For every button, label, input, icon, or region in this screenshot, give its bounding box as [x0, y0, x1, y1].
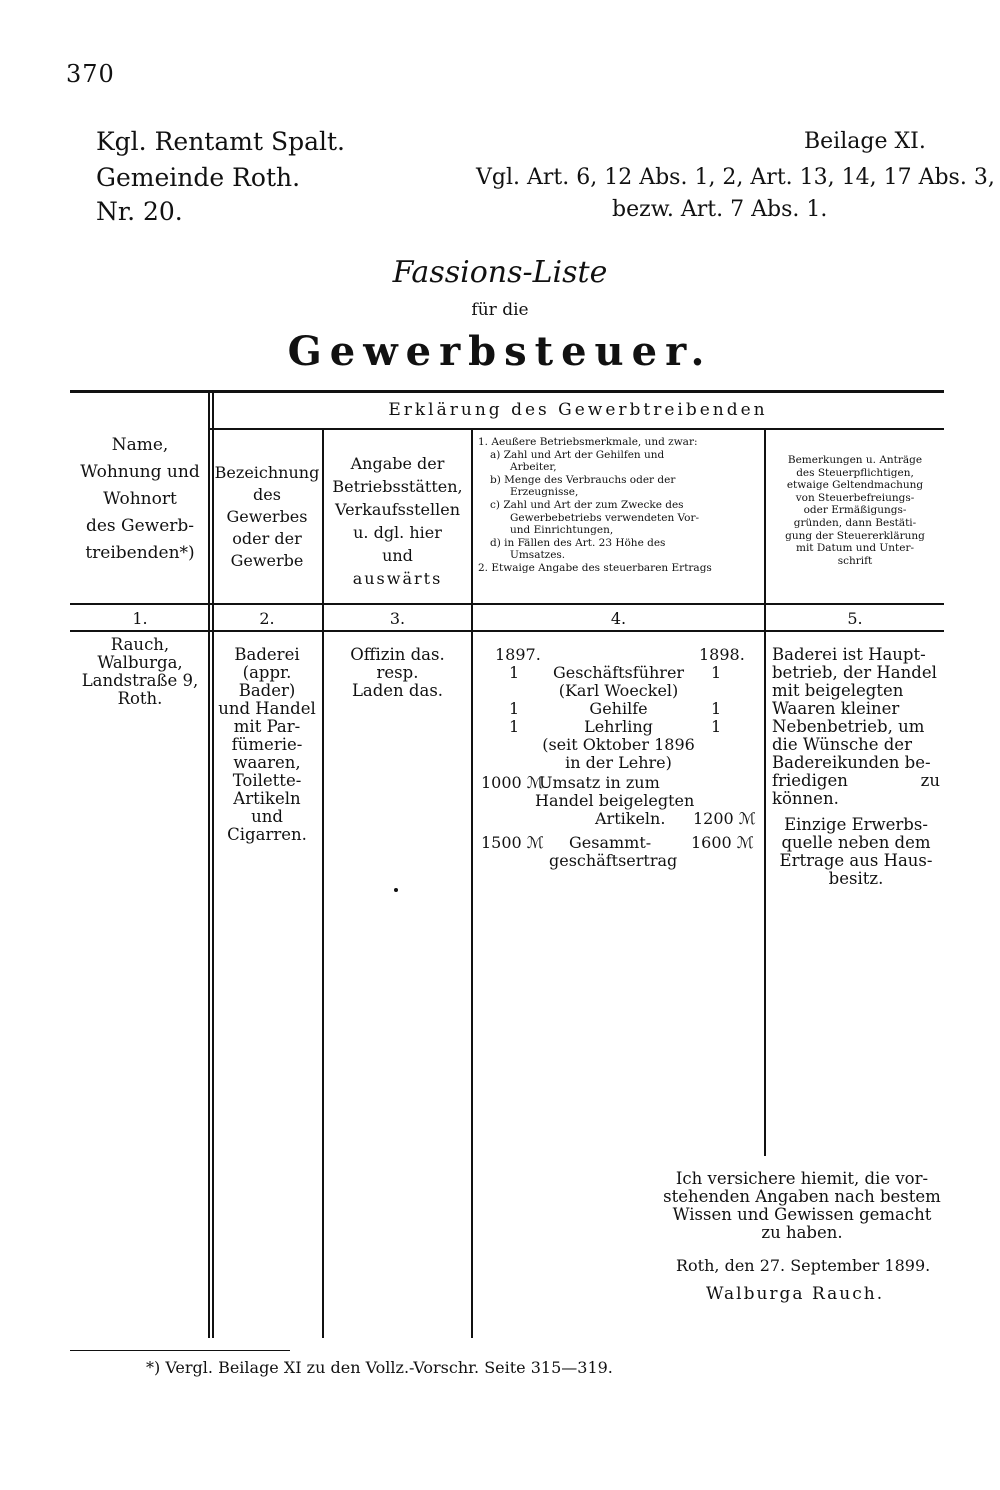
- col2-number: 2.: [259, 609, 275, 628]
- municipality-line: Gemeinde Roth.: [96, 163, 301, 192]
- col2-header: Bezeichnung des Gewerbes oder der Gewerbe: [214, 463, 320, 570]
- appendix-label: Beilage XI.: [804, 129, 926, 154]
- col5-number: 5.: [847, 609, 863, 628]
- document-subtitle: für die: [471, 300, 529, 320]
- profit-1897: 1500 ℳ: [481, 833, 544, 852]
- footnote-rule: [70, 1350, 290, 1351]
- col5-header: Bemerkungen u. Anträge des Steuerpflichtigen, etwaige Geltendmachung von Steuerbefreiungs- oder Ermäßigungs- gründen, dann Bestäti- gung der Steuererklärung mit Datum und Unter- schrift: [785, 454, 925, 567]
- document-title: Fassions-Liste: [392, 255, 608, 290]
- year-1898: 1898.: [699, 645, 745, 664]
- col1-number: 1.: [132, 609, 148, 628]
- reference-line-2: bezw. Art. 7 Abs. 1.: [612, 197, 828, 222]
- taxpayer-name-address: Rauch, Walburga, Landstraße 9, Roth.: [81, 635, 199, 708]
- place-and-date: Roth, den 27. September 1899.: [676, 1256, 931, 1275]
- turnover-1897: 1000 ℳ: [481, 773, 544, 792]
- col4-header: 1. Aeußere Betriebsmerkmale, und zwar: a) Zahl und Art der Gehilfen und Arbeiter, b) Menge des Verbrauchs oder der Erzeugnisse, c) Zahl und Art der zum Zwecke des Gewerbebetriebs verwendeten Vor- und Einrichtungen, d) in Fällen des Art. 23 Höhe des Umsatzes. 2. Etwaige Angabe des steuerbaren Ertrags: [478, 436, 712, 574]
- business-characteristics: 1897. 1898. 1 Geschäftsführer 1 (Karl Woeckel) 1 Gehilfe 1 1 Lehrling 1 (seit Oktober 1896 in der Lehre) 1000 ℳ Umsatz in zum Handel beigelegten Artikeln. 1200 ℳ 1500 ℳ Gesammt- 1600 ℳ geschäftsertrag: [481, 645, 756, 870]
- declaration: Ich versichere hiemit, die vor- stehenden Angaben nach bestem Wissen und Gewissen gemacht zu haben.: [663, 1169, 941, 1242]
- remarks: Baderei ist Haupt- betrieb, der Handel mit beigelegten Waaren kleiner Nebenbetrieb, um die Wünsche der Badereikunden be- friedigen zu können. Einzige Erwerbs- quelle neben dem Ertrage aus Haus- besitz.: [772, 645, 940, 888]
- group-header-rule: [210, 428, 944, 430]
- profit-1898: 1600 ℳ: [691, 833, 754, 852]
- trade-description: Baderei (appr. Bader) und Handel mit Par- fümerie- waaren, Toilette- Artikeln und Cigarren.: [218, 645, 316, 844]
- col4-number: 4.: [610, 609, 627, 628]
- header-bottom-rule: [70, 603, 944, 605]
- number-line: Nr. 20.: [96, 197, 183, 226]
- group-header: Erklärung des Gewerbtreibenden: [388, 400, 768, 420]
- column-number-rule: [70, 630, 944, 632]
- reference-line-1: Vgl. Art. 6, 12 Abs. 1, 2, Art. 13, 14, 17 Abs. 3,: [476, 165, 995, 190]
- signature: Walburga Rauch.: [706, 1284, 885, 1304]
- footnote: *) Vergl. Beilage XI zu den Vollz.-Vorschr. Seite 315—319.: [146, 1358, 613, 1377]
- table-top-rule: [70, 390, 944, 393]
- office-line: Kgl. Rentamt Spalt.: [96, 127, 345, 156]
- document-main-title: Gewerbsteuer.: [287, 328, 713, 375]
- column-divider-1: [208, 392, 210, 1338]
- column-divider-3: [471, 428, 473, 1338]
- stray-dot: [394, 888, 398, 892]
- turnover-1898: 1200 ℳ: [693, 809, 756, 828]
- page-number: 370: [66, 60, 115, 88]
- year-1897: 1897.: [495, 645, 541, 664]
- business-premises: Offizin das. resp. Laden das.: [350, 645, 445, 700]
- col3-number: 3.: [389, 609, 406, 628]
- col1-header: Name, Wohnung und Wohnort des Gewerb- treibenden*): [80, 435, 200, 563]
- col3-header: Angabe der Betriebsstätten, Verkaufsstellen u. dgl. hier und auswärts: [332, 454, 463, 588]
